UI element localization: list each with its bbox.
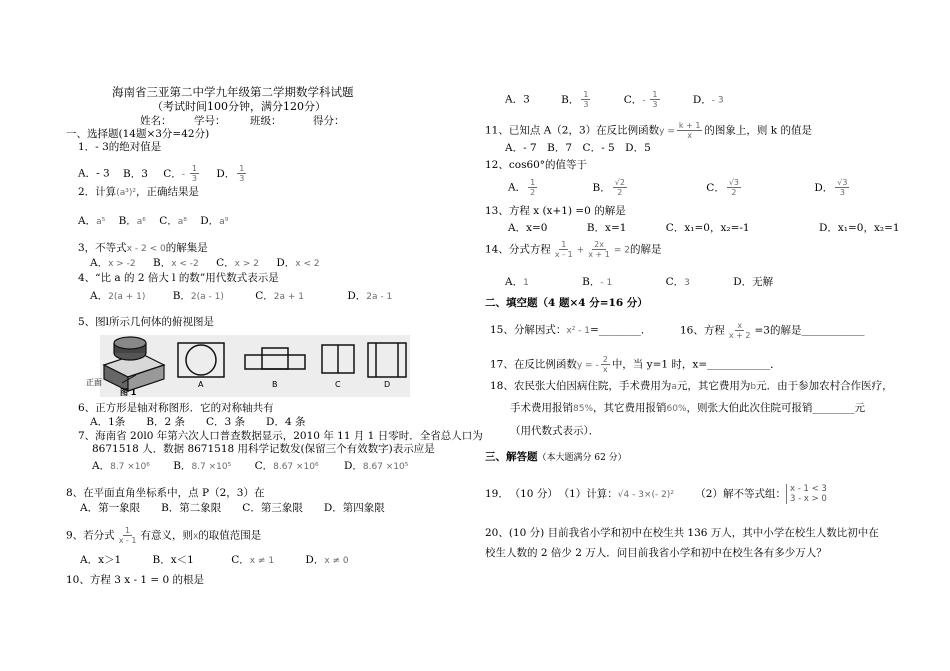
q1-c-fraction: $\frac{1}{3}$ [191, 164, 197, 183]
q1-option-a: A．- 3 [78, 167, 110, 180]
q13-stem: 13、方程 x (x+1) =0 的解是 [485, 205, 626, 217]
q19-stem: 19． （10 分） （1）计算：√4 - 3×(- 2)² （2）解不等式组： x - 1 < 3 3 - x > 0 [485, 484, 827, 504]
q1-options: A．- 3 B．3 C．- $\frac{1}{3}$ D． $\frac{1}{3}$ [78, 164, 245, 183]
q11-fraction: $\frac{k + 1}{x}$ [678, 121, 701, 140]
q6-stem: 6、正方形是轴对称图形．它的对称轴共有 [78, 402, 274, 414]
class-field-label: 班级： [250, 115, 282, 127]
q5-figure [100, 335, 410, 397]
q1-option-d: D． [216, 167, 236, 180]
section2-heading: 二、填空题（4 题×4 分=16 分） [485, 297, 648, 309]
figure-caption: 图 1 [120, 388, 137, 397]
q12-stem: 12、cos60°的值等于 [485, 159, 588, 171]
q17-stem: 17、在反比例函数y = - $\frac{2}{x}$ 中，当 y=1 时，x=____________． [490, 355, 781, 374]
q2-expression: (a³)² [116, 188, 136, 198]
section3-heading: 三、解答题（本大题满分 62 分） [485, 451, 627, 463]
q12-options: A． $\frac{1}{2}$ B． $\frac{√2}{2}$ C． $\frac{√3}{2}$ D． $\frac{√3}{3}$ [508, 178, 848, 197]
q16-stem: 16、方程 $\frac{x}{x + 2}$ =3的解是____________ [680, 321, 865, 340]
q4-stem: 4、“比 a 的 2 倍大 l 的数”用代数式表示是 [78, 272, 279, 284]
q4-options: A．2(a + 1) B．2(a - 1) C．2a + 1 D．2a - 1 [90, 290, 393, 302]
q18-line3: （用代数式表示）． [510, 425, 600, 437]
q5-stem: 5、图l所示几何体的俯视图是 [78, 316, 215, 328]
figure-label-b: B [272, 380, 278, 389]
q9-stem: 9、若分式 $\frac{1}{x - 1}$ 有意义，则x的取值范围是 [66, 526, 262, 545]
page-subtitle: （考试时间100分钟，满分120分） [152, 100, 326, 113]
q7-stem-line2: 8671518 人．数据 8671518 用科学记数发(保留三个有效数字)表示应是 [92, 443, 435, 455]
q2-d-value: a⁹ [219, 217, 229, 227]
q15-stem: 15、分解因式：x² - 1=________． [490, 324, 652, 336]
q10-options: A．3 B． $\frac{1}{3}$ C．- $\frac{1}{3}$ D．- 3 [505, 90, 724, 109]
id-field-label: 学号： [194, 115, 226, 127]
q14-stem: 14、分式方程 $\frac{1}{x - 1}$ + $\frac{2x}{x + 1}$ = 2的解是 [485, 240, 662, 259]
q18-line1: 18、农民张大伯因病住院，手术费用为a元，其它费用为b元．由于参加农村合作医疗， [490, 380, 893, 392]
q1-d-fraction: $\frac{1}{3}$ [239, 164, 245, 183]
q11-stem: 11、已知点 A（2，3）在反比例函数y = $\frac{k + 1}{x}$ 的图象上，则 k 的值是 [485, 121, 812, 140]
q2-stem: 2．计算(a³)²，正确结果是 [78, 186, 199, 198]
name-field-label: 姓名： [140, 115, 172, 127]
q19-inequality-system: x - 1 < 3 3 - x > 0 [786, 484, 827, 504]
q2-options: A．a⁵ B．a⁶ C．a⁸ D．a⁹ [78, 215, 229, 227]
q2-b-value: a⁶ [136, 217, 146, 227]
figure-label-d: D [384, 380, 391, 389]
q9-fraction: $\frac{1}{x - 1}$ [118, 526, 137, 545]
figure-label-a: A [198, 380, 204, 389]
figure-front-label: 正面 [86, 378, 102, 387]
q20-line2: 校生人数的 2 倍少 2 万人．问目前我省小学和初中在校生各有多少万人？ [485, 547, 827, 559]
q7-stem-line1: 7、海南省 20l0 年第六次人口普查数据显示，2010 年 11 月 1 日零时．全省总人口为 [78, 430, 483, 442]
score-field-label: 得分： [313, 115, 345, 127]
q7-options: A．8.7 ×10⁶ B．8.7 ×10⁵ C．8.67 ×10⁶ D．8.67 ×10⁵ [92, 460, 409, 472]
q6-options: A．1条 B．2 条 C．3 条 D．4 条 [90, 416, 306, 428]
q10-stem: 10、方程 3 x - 1 = 0 的根是 [66, 574, 205, 586]
q2-a-value: a⁵ [96, 217, 106, 227]
q2-c-value: a⁸ [177, 217, 187, 227]
q3-expression: x - 2 < 0 [126, 244, 166, 254]
page-title: 海南省三亚第二中学九年级第二学期数学科试题 [112, 85, 354, 99]
section1-heading: 一、选择题(14题×3分=42分) [66, 128, 210, 140]
q1-option-b: B．3 [123, 167, 148, 180]
q14-options: A．1 B．- 1 C．3 D．无解 [505, 276, 774, 288]
q11-options: A．- 7 B．7 C．- 5 D．5 [505, 142, 651, 154]
q3-options: A．x > -2 B．x < -2 C．x > 2 D．x < 2 [90, 257, 320, 269]
q3-stem: 3，不等式x - 2 < 0的解集是 [78, 242, 208, 254]
q18-line2: 手术费用报销85%，其它费用报销60%，则张大伯此次住院可报销________元 [510, 402, 866, 414]
q1-stem: 1．- 3的绝对值是 [78, 141, 162, 153]
q13-options: A．x=0 B．x=1 C．x₁=0，x₂=-1 D．x₁=0，x₂=1 [508, 222, 900, 234]
q19-expression: √4 - 3×(- 2)² [617, 490, 674, 500]
figure-label-c: C [335, 380, 341, 389]
q20-line1: 20、(10 分) 目前我省小学和初中在校生共 136 万人，其中小学在校生人数比初中在 [485, 527, 879, 539]
q8-options: A．第一象限 B．第二象限 C．第三象限 D．第四象限 [80, 502, 385, 514]
q8-stem: 8、在平面直角坐标系中，点 P（2，3）在 [66, 487, 265, 499]
q9-options: A．x＞1 B．x＜1 C．x ≠ 1 D．x ≠ 0 [80, 554, 349, 566]
q1-option-c: C． [163, 167, 182, 180]
